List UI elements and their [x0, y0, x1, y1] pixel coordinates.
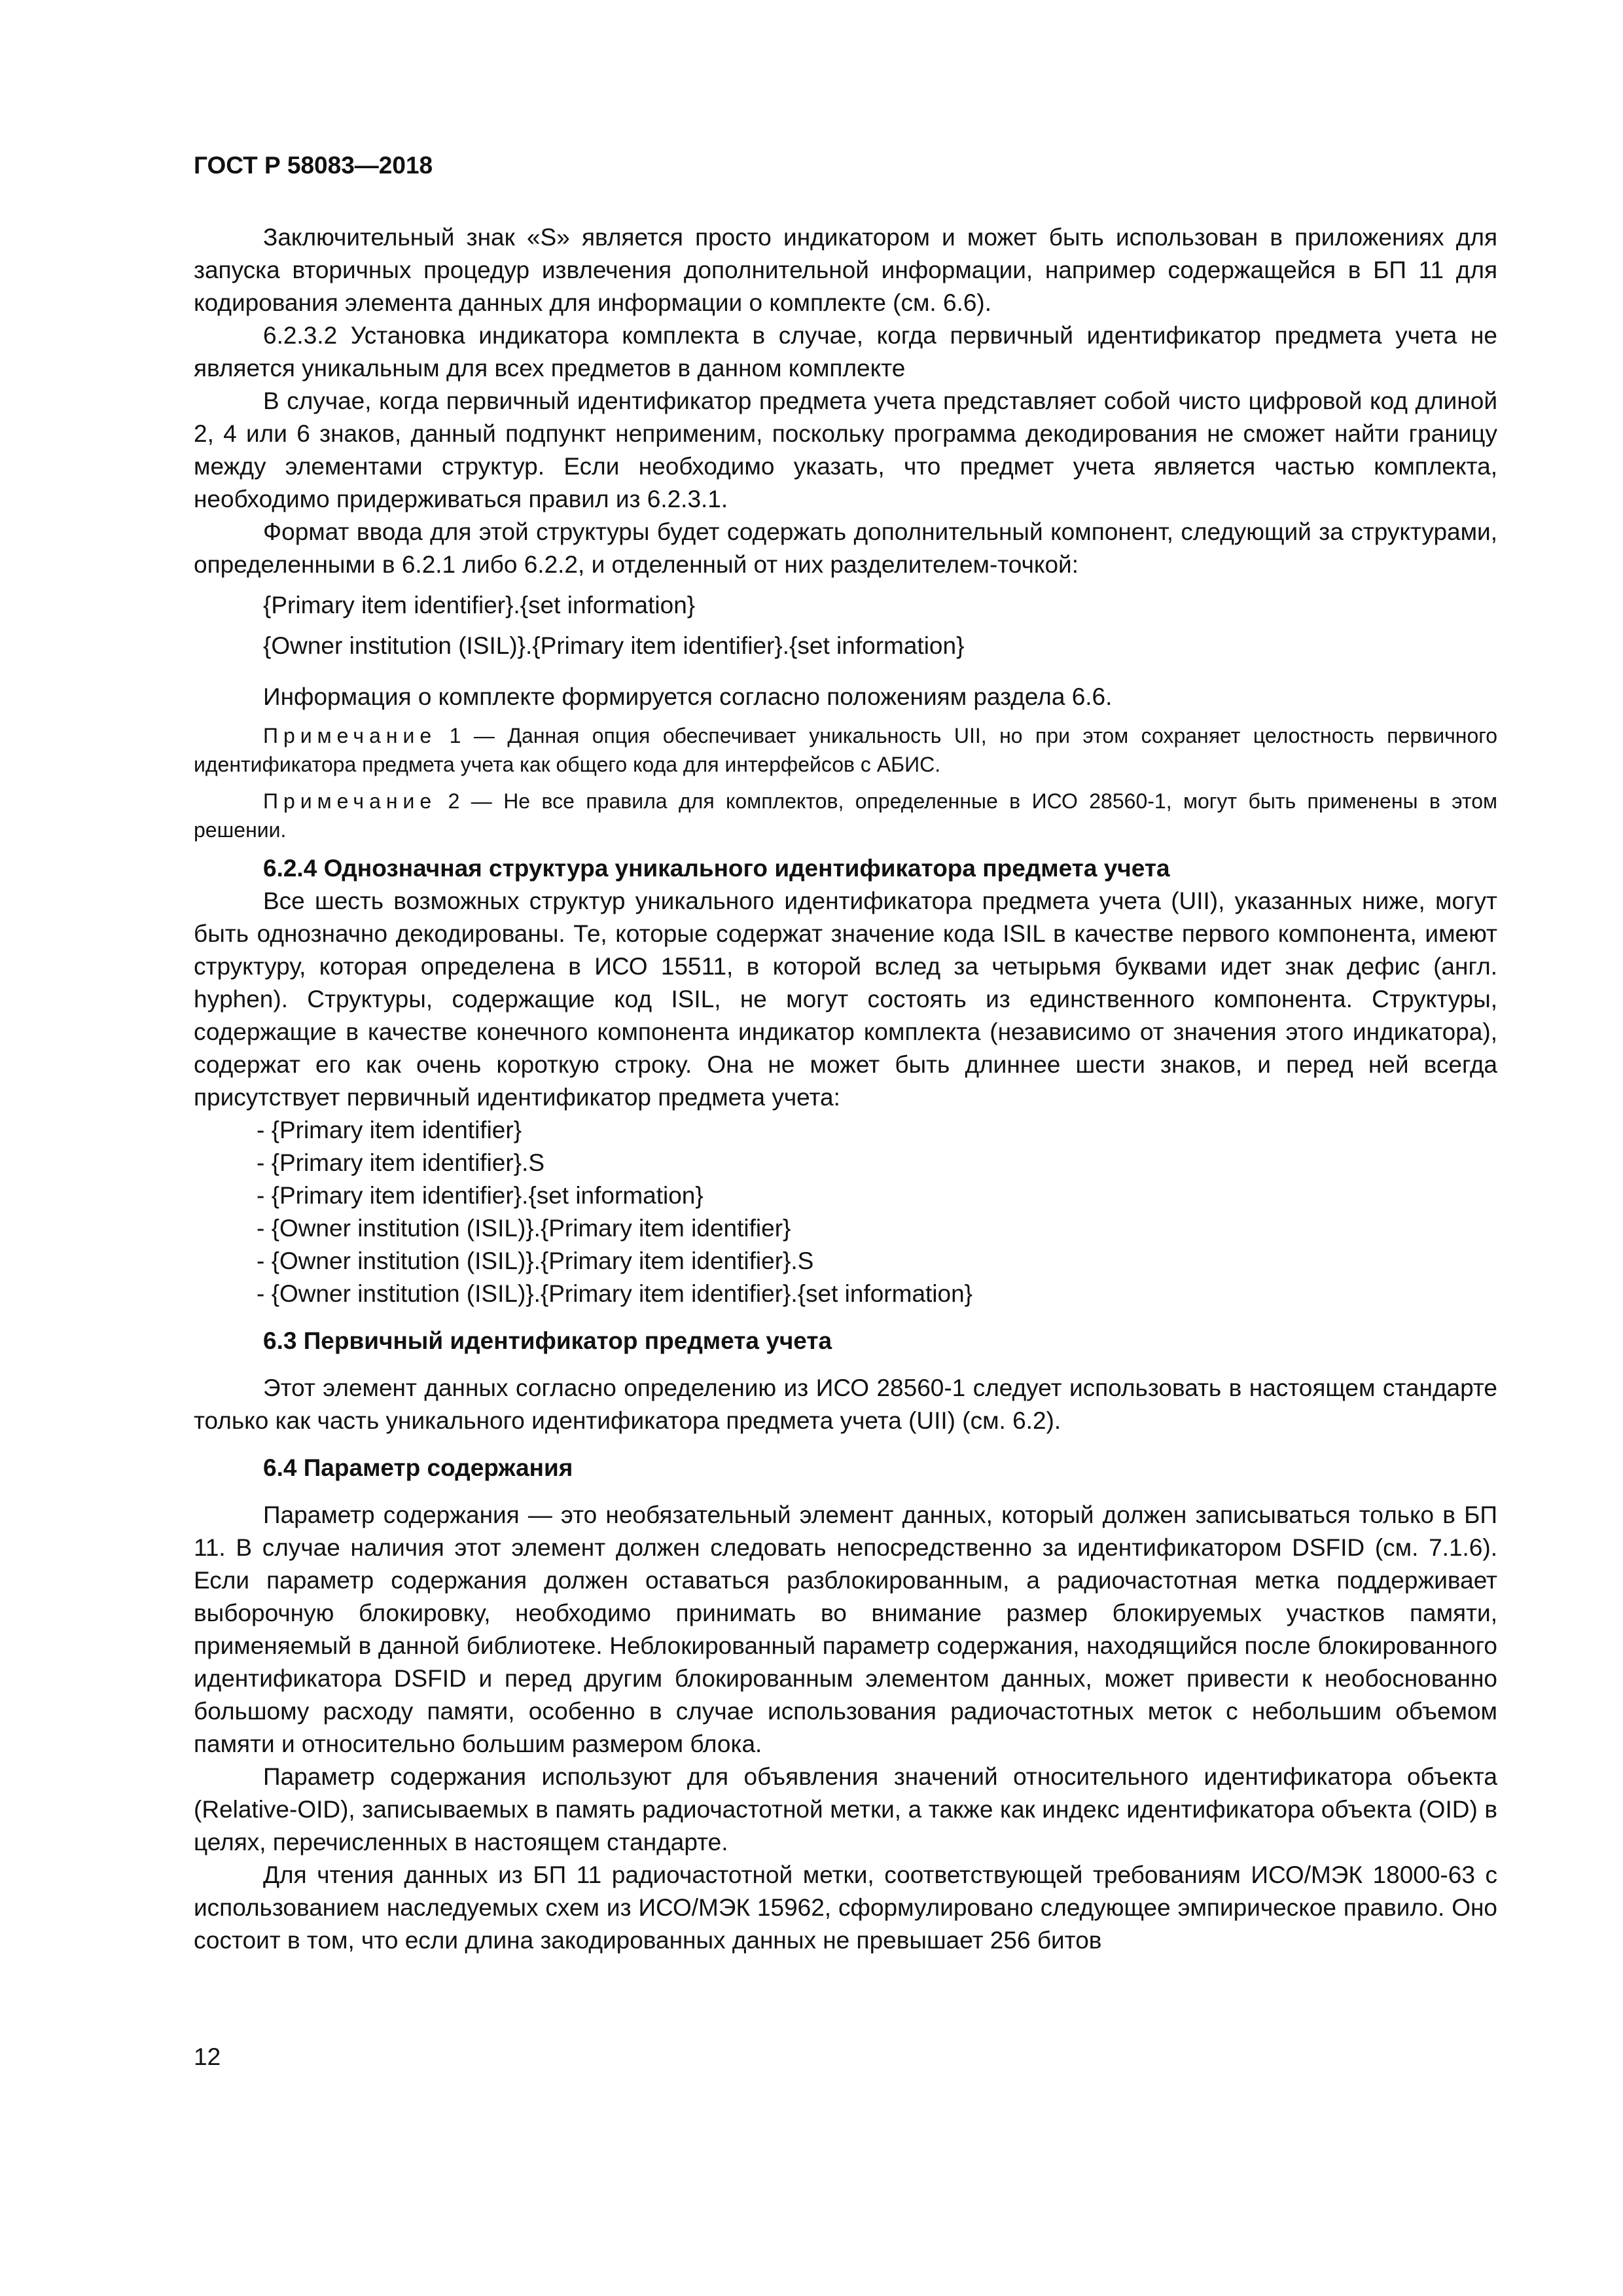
note-text: 2 — Не все правила для комплектов, определенные в ИСО 28560-1, могут быть применены в этом решении. — [194, 789, 1497, 842]
list-item: - {Owner institution (ISIL)}.{Primary item identifier}.S — [257, 1247, 814, 1274]
note-1 — [194, 721, 1497, 779]
note-label: Примечание — [263, 789, 437, 813]
list-item: - {Primary item identifier} — [257, 1117, 522, 1143]
note-2 — [194, 787, 1497, 844]
list-item: - {Primary item identifier}.{set information} — [257, 1182, 704, 1209]
section-6-2-4-heading: 6.2.4 Однозначная структура уникального идентификатора предмета учета — [263, 855, 1170, 882]
paragraph: Все шесть возможных структур уникального идентификатора предмета учета (UII), указанных ниже, могут быть однозначно декодированы. Те, которые содержат значение кода ISIL в качестве первого компонента, имеют структуру, которая определена в ИСО 15511, в которой вслед за четырьмя буквами идет знак дефис (англ. hyphen). Структуры, содержащие код ISIL, не могут состоять из единственного компонента. Структуры, содержащие в качестве конечного компонента индикатор комплекта (независимо от значения этого индикатора), содержат его как очень короткую строку. Она не может быть длиннее шести знаков, и перед ней всегда присутствует первичный идентификатор предмета учета: — [194, 888, 1497, 1111]
page-number: 12 — [194, 2043, 221, 2070]
paragraph: Параметр содержания используют для объявления значений относительного идентификатора объекта (Relative-OID), записываемых в память радиочастотной метки, а также как индекс идентификатора объекта (OID) в целях, перечисленных в настоящем стандарте. — [194, 1763, 1497, 1856]
paragraph: В случае, когда первичный идентификатор предмета учета представляет собой чисто цифровой код длиной 2, 4 или 6 знаков, данный подпункт неприменим, поскольку программа декодирования не сможет найти границу между элементами структур. Если необходимо указать, что предмет учета является частью комплекта, необходимо придерживаться правил из 6.2.3.1. — [194, 387, 1497, 512]
list-item: - {Owner institution (ISIL)}.{Primary item identifier} — [257, 1215, 791, 1242]
document-body — [194, 221, 1497, 1957]
paragraph: Заключительный знак «S» является просто индикатором и может быть использован в приложениях для запуска вторичных процедур извлечения дополнительной информации, например содержащейся в БП 11 для кодирования элемента данных для информации о комплекте (см. 6.6). — [194, 224, 1497, 316]
paragraph: Параметр содержания — это необязательный элемент данных, который должен записываться только в БП 11. В случае наличия этот элемент должен следовать непосредственно за идентификатором DSFID (см. 7.1.6). Если параметр содержания должен оставаться разблокированным, а радиочастотная метка поддерживает выборочную блокировку, необходимо принимать во внимание размер блокируемых участков памяти, применяемый в данной библиотеке. Неблокированный параметр содержания, находящийся после блокированного идентификатора DSFID и перед другим блокированным элементом данных, может привести к необоснованно большому расходу памяти, особенно в случае использования радиочастотных меток с небольшим объемом памяти и относительно большим размером блока. — [194, 1501, 1497, 1757]
paragraph: Информация о комплекте формируется согласно положениям раздела 6.6. — [263, 683, 1113, 710]
list-item: - {Owner institution (ISIL)}.{Primary item identifier}.{set information} — [257, 1280, 973, 1307]
list-item: - {Primary item identifier}.S — [257, 1149, 545, 1176]
note-text: 1 — Данная опция обеспечивает уникальность UII, но при этом сохраняет целостность первичного идентификатора предмета учета как общего кода для интерфейсов с АБИС. — [194, 724, 1497, 776]
formula-owner-set-information: {Owner institution (ISIL)}.{Primary item identifier}.{set information} — [263, 632, 965, 659]
section-6-3-heading: 6.3 Первичный идентификатор предмета учета — [263, 1327, 832, 1354]
paragraph: Для чтения данных из БП 11 радиочастотной метки, соответствующей требованиям ИСО/МЭК 18000-63 с использованием наследуемых схем из ИСО/МЭК 15962, сформулировано следующее эмпирическое правило. Оно состоит в том, что если длина закодированных данных не превышает 256 битов — [194, 1861, 1497, 1954]
section-6-4-heading: 6.4 Параметр содержания — [263, 1454, 573, 1481]
formula-set-information: {Primary item identifier}.{set information} — [263, 592, 696, 619]
page-header-standard-id: ГОСТ Р 58083—2018 — [194, 152, 433, 179]
paragraph: Этот элемент данных согласно определению из ИСО 28560-1 следует использовать в настоящем стандарте только как часть уникального идентификатора предмета учета (UII) (см. 6.2). — [194, 1374, 1497, 1434]
paragraph: Формат ввода для этой структуры будет содержать дополнительный компонент, следующий за структурами, определенными в 6.2.1 либо 6.2.2, и отделенный от них разделителем-точкой: — [194, 518, 1497, 578]
note-label: Примечание — [263, 724, 437, 747]
subsection-6-2-3-2-heading: 6.2.3.2 Установка индикатора комплекта в случае, когда первичный идентификатор предмета учета не является уникальным для всех предметов в данном комплекте — [194, 322, 1497, 382]
uii-structures-list — [194, 1114, 1497, 1310]
